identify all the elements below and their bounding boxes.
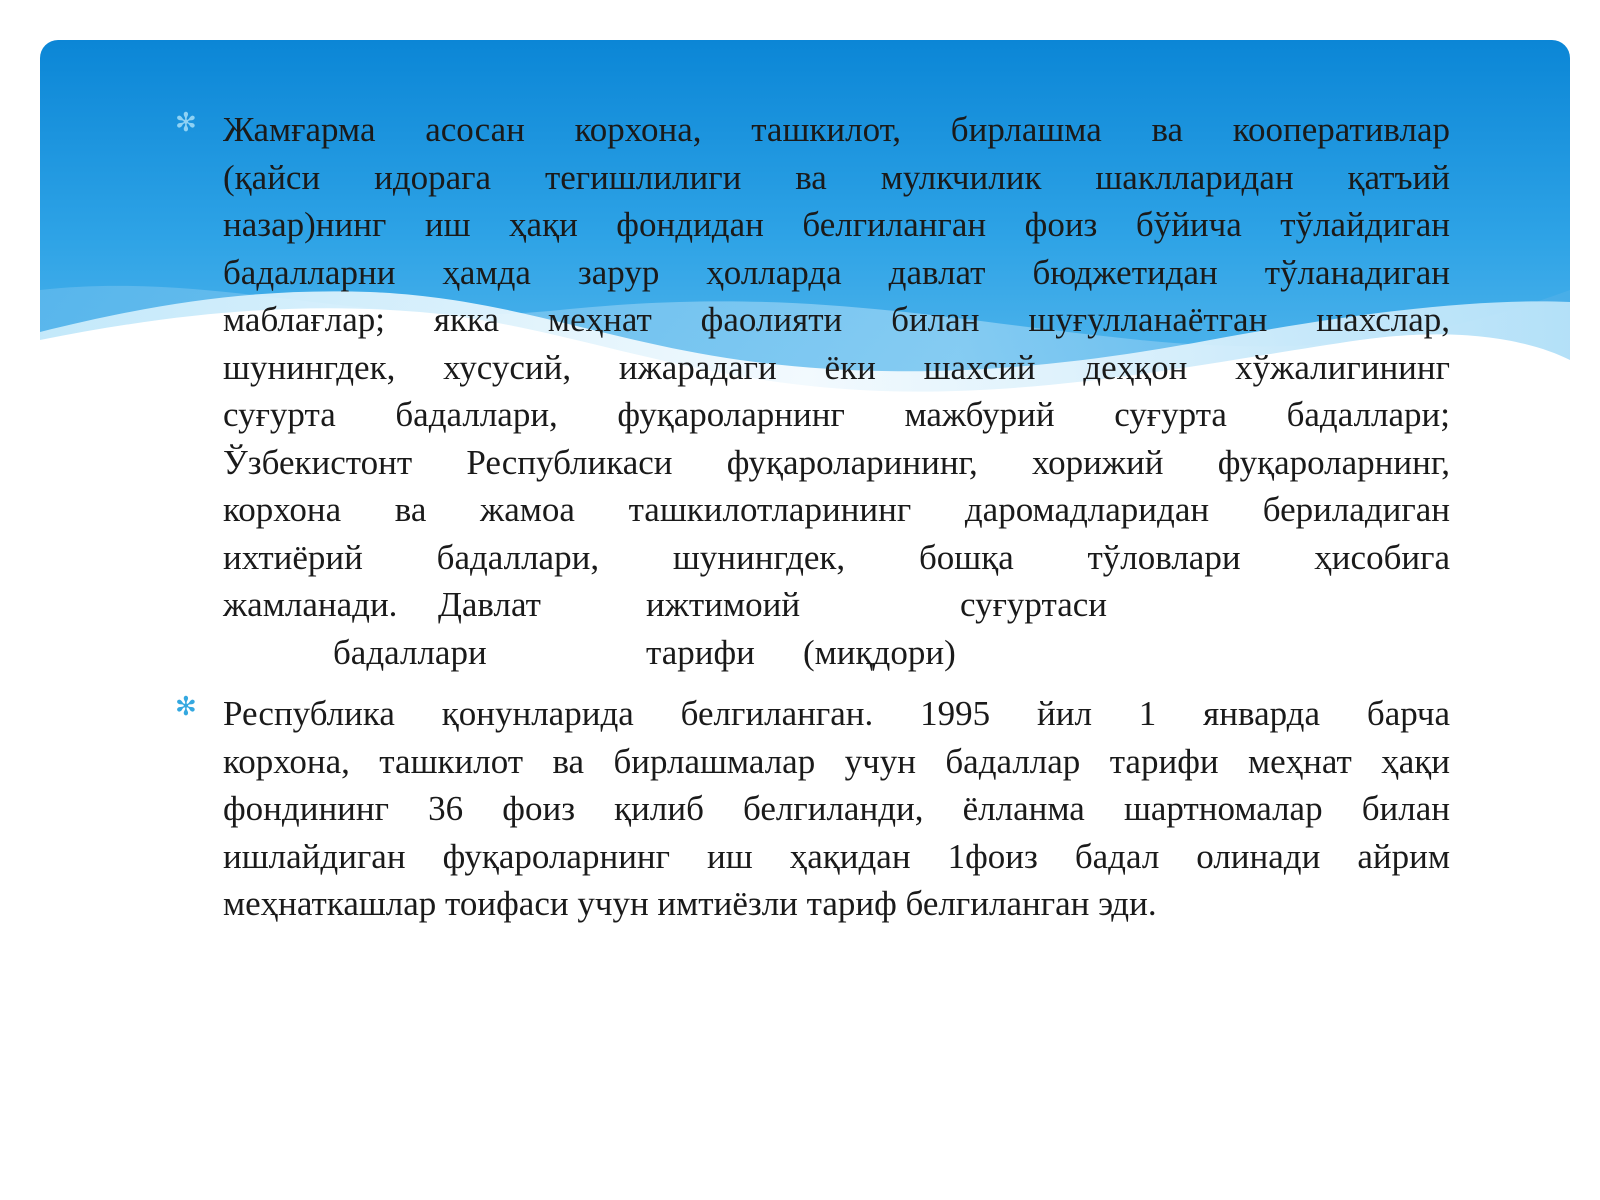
text-line	[223, 629, 1450, 677]
text-word: (миқдори)	[803, 632, 956, 672]
text-line: фондининг 36 фоиз қилиб белгиланди, ёлланма шартномалар билан	[223, 789, 1450, 828]
text-line: корхона, ташкилот ва бирлашмалар учун бадаллар тарифи меҳнат ҳақи	[223, 741, 1450, 781]
text-word: Давлат	[438, 585, 541, 624]
text-line: маблағлар; якка меҳнат фаолияти билан шуғулланаётган шахслар,	[223, 300, 1450, 339]
text-word: суғуртаси	[960, 585, 1107, 624]
text-word: тарифи	[646, 632, 755, 672]
asterisk-bullet-icon: ✻	[175, 108, 197, 138]
text-line: Республика қонунларида белгиланган. 1995 йил 1 январда барча	[223, 694, 1450, 733]
text-line: Ўзбекистонт Республикаси фуқароларининг, хорижий фуқароларнинг,	[223, 442, 1450, 482]
text-word: бадаллари	[333, 632, 487, 672]
bullet-item-1	[175, 106, 1450, 676]
text-line: бадалларни ҳамда зарур ҳолларда давлат бюджетидан тўланадиган	[223, 252, 1450, 292]
text-line: корхона ва жамоа ташкилотларининг даромадларидан бериладиган	[223, 490, 1450, 529]
slide-body	[175, 106, 1450, 942]
text-line: Жамғарма асосан корхона, ташкилот, бирлашма ва кооперативлар	[223, 110, 1450, 149]
bullet-text-1	[223, 106, 1450, 676]
text-word: ижтимоий	[646, 585, 801, 624]
asterisk-bullet-icon: ✻	[175, 692, 197, 722]
text-line: меҳнаткашлар тоифаси учун имтиёзли тариф белгиланган эди.	[223, 884, 1157, 923]
text-line: ишлайдиган фуқароларнинг иш ҳақидан 1фоиз бадал олинади айрим	[223, 836, 1450, 876]
text-line: ихтиёрий бадаллари, шунингдек, бошқа тўловлари ҳисобига	[223, 537, 1450, 577]
bullet-item-2	[175, 690, 1450, 928]
text-line: шунингдек, хусусий, ижарадаги ёки шахсий деҳқон хўжалигининг	[223, 347, 1450, 387]
text-word: жамланади.	[223, 585, 398, 624]
text-line: суғурта бадаллари, фуқароларнинг мажбурий суғурта бадаллари;	[223, 395, 1450, 434]
text-line: (қайси идорага тегишлилиги ва мулкчилик шаклларидан қатъий	[223, 157, 1450, 197]
text-line: назар)нинг иш ҳақи фондидан белгиланган фоиз бўйича тўлайдиган	[223, 205, 1450, 244]
bullet-text-2	[223, 690, 1450, 928]
text-line	[223, 581, 1450, 629]
